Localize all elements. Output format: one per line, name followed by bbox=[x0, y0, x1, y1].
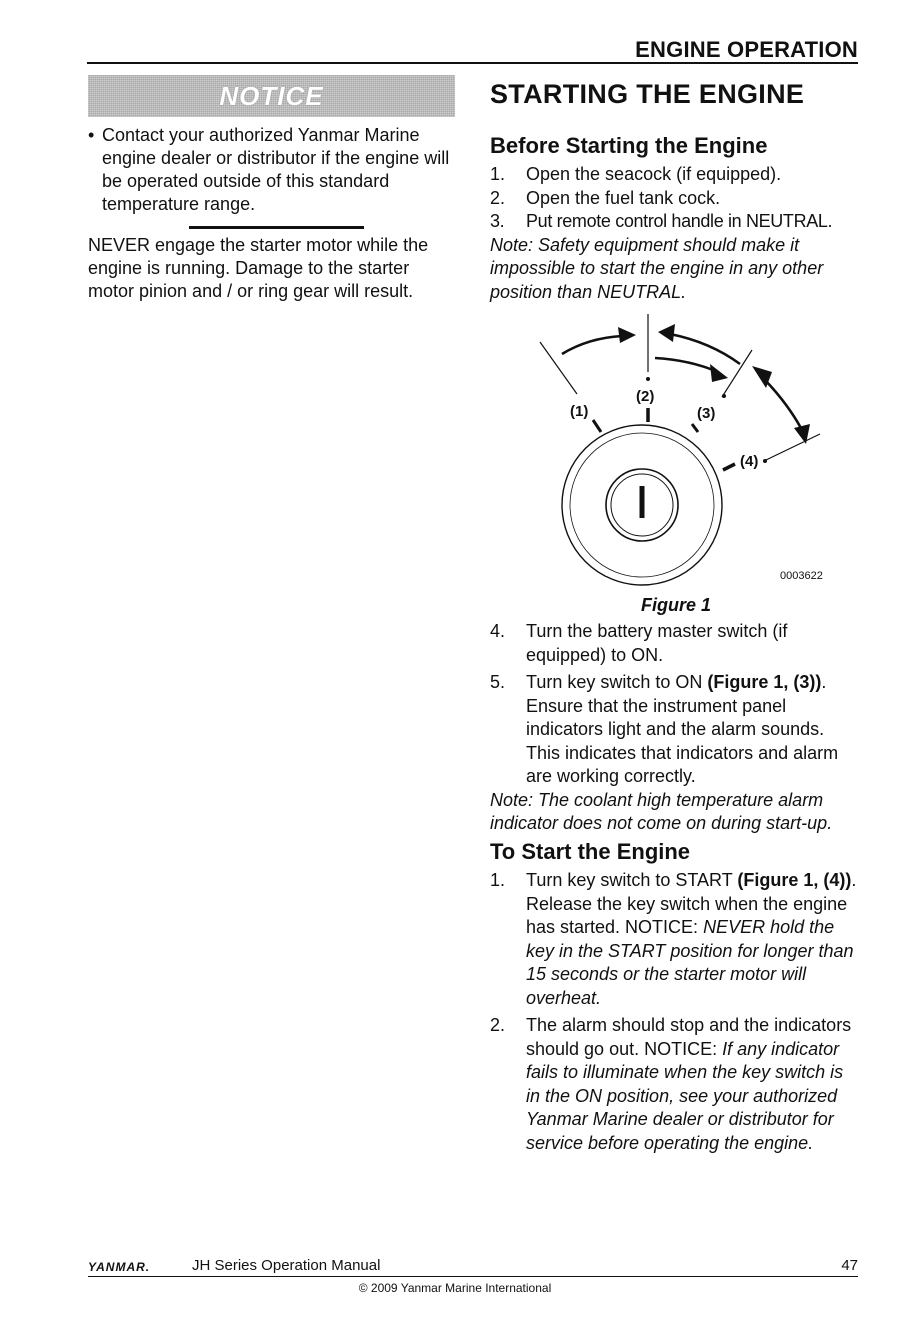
position-3-dot bbox=[722, 394, 726, 398]
figure-reference: (Figure 1, (3)) bbox=[707, 672, 822, 692]
position-4-dot bbox=[763, 459, 767, 463]
arrowhead-icon bbox=[710, 364, 728, 382]
list-item bbox=[490, 210, 862, 234]
arrowhead-icon bbox=[618, 327, 636, 343]
list-item bbox=[490, 869, 862, 1010]
tick-position-1 bbox=[593, 420, 601, 432]
step-number: 3. bbox=[490, 211, 505, 231]
arrow-to-position-3 bbox=[655, 358, 718, 372]
list-item bbox=[490, 620, 862, 667]
page-number: 47 bbox=[841, 1257, 858, 1274]
notice-label: NOTICE bbox=[219, 80, 324, 111]
list-item bbox=[490, 671, 862, 789]
step-text: Turn key switch to START bbox=[526, 870, 738, 890]
step-text: Turn key switch to ON bbox=[526, 672, 708, 692]
label-position-4: (4) bbox=[740, 453, 759, 470]
step-text: . Ensure that the instrument panel indicators light and the alarm sounds. This indicates that indicators and alarm are working correctly. bbox=[526, 672, 839, 786]
step-number: 4. bbox=[490, 621, 506, 641]
step-number: 2. bbox=[490, 187, 506, 208]
step-text: The alarm should stop and the indicators should go out. NOTICE: bbox=[526, 1015, 852, 1059]
section-header: ENGINE OPERATION bbox=[635, 37, 858, 62]
label-position-2: (2) bbox=[636, 388, 655, 405]
arrowhead-icon bbox=[658, 324, 675, 342]
step-number: 1. bbox=[490, 870, 506, 890]
key-slot-icon bbox=[640, 486, 645, 518]
step-text: . Release the key switch when the engine has started. NOTICE: bbox=[526, 870, 857, 937]
figure-caption: Figure 1 bbox=[640, 595, 711, 615]
manual-title: JH Series Operation Manual bbox=[192, 1257, 381, 1274]
position-4-guide bbox=[766, 434, 820, 460]
header-rule bbox=[87, 62, 858, 64]
copyright: © 2009 Yanmar Marine International bbox=[358, 1281, 552, 1295]
tick-position-3 bbox=[692, 424, 698, 432]
notice-banner bbox=[88, 75, 455, 117]
arrowhead-icon bbox=[794, 424, 810, 444]
safety-note: Note: Safety equipment should make it impossible to start the engine in any other position than NEUTRAL. bbox=[490, 234, 824, 302]
notice-warning: NEVER engage the starter motor while the engine is running. Damage to the starter motor pinion and / or ring gear will result. bbox=[88, 235, 429, 301]
notice-bullet-list bbox=[88, 124, 456, 216]
step-number: 1. bbox=[490, 164, 506, 184]
position-2-dot bbox=[646, 377, 650, 381]
step-text: Open the seacock (if equipped). bbox=[526, 164, 782, 184]
page-title: STARTING THE ENGINE bbox=[490, 79, 805, 109]
step-text: Put remote control handle in NEUTRAL. bbox=[526, 211, 833, 231]
step-number: 5. bbox=[490, 672, 506, 692]
before-heading: Before Starting the Engine bbox=[490, 133, 768, 158]
bullet-icon: • bbox=[88, 125, 95, 145]
notice-bullet-text: Contact your authorized Yanmar Marine engine dealer or distributor if the engine will be operated outside of this standard temperature range. bbox=[102, 125, 450, 214]
notice-bullet bbox=[88, 124, 456, 216]
step-number: 2. bbox=[490, 1015, 506, 1035]
start-heading: To Start the Engine bbox=[490, 839, 691, 864]
step-text: Turn the battery master switch (if equipped) to ON. bbox=[526, 621, 788, 665]
notice-text: If any indicator fails to illuminate when the key switch is in the ON position, see your authorized Yanmar Marine dealer or distributor for service before operating the engine. bbox=[526, 1038, 844, 1153]
brand-logo: YANMAR. bbox=[88, 1260, 151, 1274]
key-switch-diagram bbox=[530, 312, 830, 587]
list-item bbox=[490, 1014, 862, 1155]
step-text: Open the fuel tank cock. bbox=[526, 187, 721, 208]
label-position-3: (3) bbox=[697, 405, 716, 422]
more-steps bbox=[490, 620, 862, 836]
position-3-guide bbox=[722, 350, 752, 397]
label-position-1: (1) bbox=[570, 403, 589, 420]
before-steps bbox=[490, 163, 862, 304]
start-steps bbox=[490, 869, 862, 1155]
figure-reference: (Figure 1, (4)) bbox=[737, 870, 852, 890]
tick-position-4 bbox=[723, 464, 735, 470]
arrow-from-position-3 bbox=[670, 334, 740, 364]
notice-text: NEVER hold the key in the START position for longer than 15 seconds or the starter motor will overheat. bbox=[526, 917, 854, 1008]
arrow-to-position-2 bbox=[562, 336, 622, 354]
footer-rule bbox=[88, 1276, 858, 1277]
figure-id: 0003622 bbox=[780, 570, 823, 582]
list-item bbox=[490, 163, 862, 187]
list-item bbox=[490, 187, 862, 211]
arrow-to-position-4 bbox=[765, 380, 802, 430]
alarm-note: Note: The coolant high temperature alarm indicator does not come on during start-up. bbox=[490, 789, 833, 833]
notice-divider bbox=[189, 226, 364, 229]
